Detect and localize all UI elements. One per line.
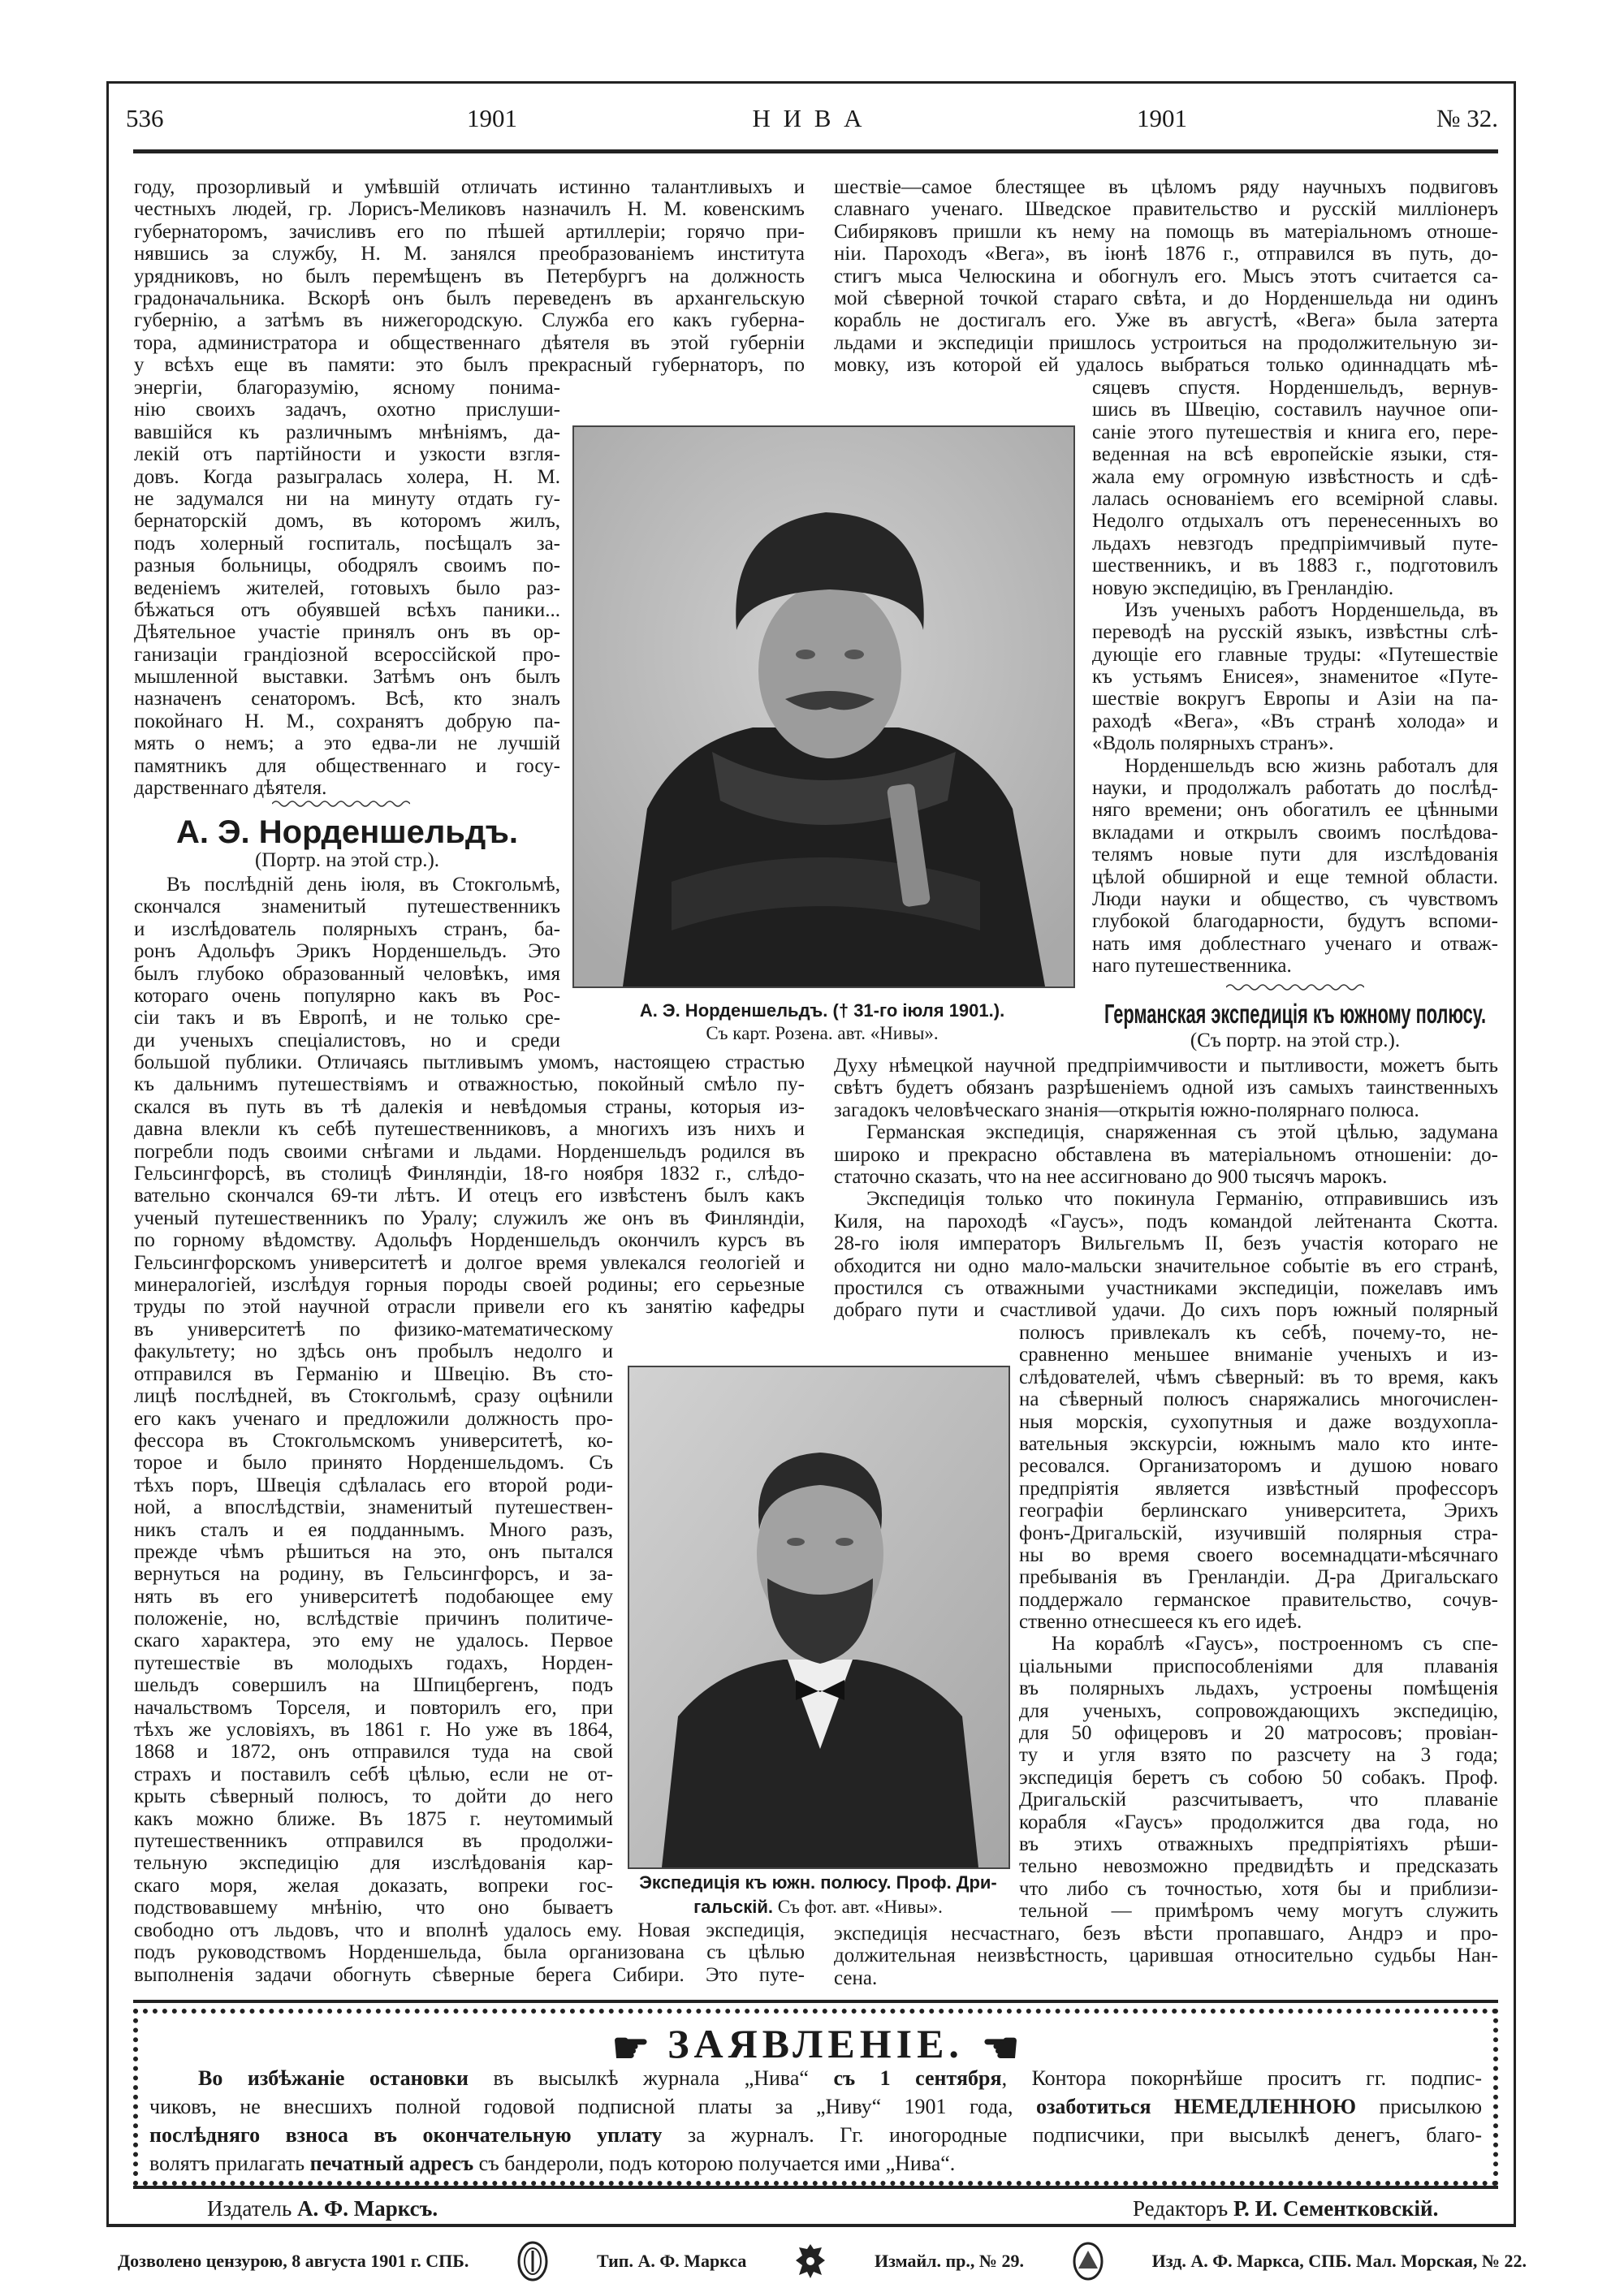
text-line: шельдъ совершилъ на Шпицбергенъ, подъ	[134, 1674, 613, 1697]
text-line: На кораблѣ «Гаусъ», построенномъ съ спе-	[1052, 1633, 1498, 1656]
text-line: раходѣ «Вега», «Въ странѣ холода» и	[1092, 710, 1498, 732]
text-line: предпріятія является извѣстный профессоръ	[1019, 1477, 1498, 1500]
text-line: саніе этого путешествія и книга его, пере-	[1092, 421, 1498, 443]
imprint-footer	[118, 2241, 1527, 2282]
text-line: фонъ-Дригальскій, изучившій полярныя стра-	[1019, 1522, 1498, 1544]
text-line: «Вдоль полярныхъ странъ».	[1092, 732, 1334, 755]
publisher-label: Издатель	[207, 2196, 298, 2221]
text-line: Норденшельдъ всю жизнь работалъ для	[1125, 754, 1498, 777]
text-line: статочно сказать, что на нее ассигновано до 900 тысячъ марокъ.	[834, 1165, 1388, 1188]
text-line: Духу нѣмецкой научной предпріимчивости и пытливости, можетъ быть	[834, 1055, 1498, 1077]
text-line: тельно невозможно предвидѣть и предсказать	[1019, 1855, 1498, 1878]
text-line: ціальными приспособленіями для плаванія	[1019, 1655, 1498, 1677]
notice-emphasis: послѣдняго взноса въ окончательную уплату	[149, 2123, 663, 2147]
nordenskiold-subtitle: (Портр. на этой стр.).	[254, 849, 440, 871]
notice-text: за журналъ. Гг. иногородные подписчики, при высылкѣ денегъ, благо-	[662, 2123, 1482, 2147]
text-line: ресовался. Организаторомъ и душою новаго	[1019, 1455, 1498, 1478]
right-top-text	[834, 176, 1498, 377]
text-line: шествіе—самое блестящее въ цѣломъ ряду научныхъ подвиговъ	[834, 176, 1498, 198]
text-line: бѣжаться отъ обуявшей всѣхъ паники...	[134, 598, 560, 621]
text-line: нять въ его университетѣ подобающее ему	[134, 1585, 613, 1608]
text-line: назначенъ сенаторомъ. Всѣ, кто зналъ	[134, 688, 560, 710]
notice-top-rule	[133, 2000, 1498, 2003]
wavy-divider	[272, 797, 410, 810]
subscription-notice	[133, 2009, 1498, 2186]
text-line: губернію, а затѣмъ въ нижегородскую. Служба его какъ губерна-	[134, 309, 805, 332]
text-line: давна влекли къ себѣ путешественниковъ, а многихъ изъ нихъ и	[134, 1118, 805, 1141]
text-line: льдами и экспедиціи пришлось устроиться на продолжительную зи-	[834, 331, 1498, 354]
text-line: большой публики. Отличаясь пытливымъ умомъ, настоящею страстью	[134, 1051, 805, 1073]
text-line: телямъ новые пути для изслѣдованія	[1092, 844, 1498, 866]
text-line: былъ глубоко образованный человѣкъ, имя	[134, 962, 560, 985]
publisher-name: А. Ф. Марксъ.	[297, 2196, 438, 2221]
censorship-note: Дозволено цензурою, 8 августа 1901 г. СПБ.	[118, 2251, 469, 2271]
text-line: и изслѣдователь полярныхъ странъ, ба-	[134, 917, 560, 940]
text-line: въ университетѣ по физико-математическому	[134, 1319, 613, 1340]
text-line: градоначальника. Вскорѣ онъ былъ переведенъ въ архангельскую	[134, 287, 805, 309]
text-line: 1868 и 1872, онъ отправился туда на свой	[134, 1741, 613, 1763]
text-line: подъ руководствомъ Норденшельда, была организована съ цѣлью	[134, 1941, 805, 1964]
text-line: у всѣхъ еще въ памяти: это былъ прекрасный губернаторъ, по	[134, 354, 805, 377]
text-line: для 50 офицеровъ и 20 матросовъ; провіан-	[1019, 1722, 1498, 1745]
text-line: Дѣятельное участіе принялъ онъ въ ор-	[134, 621, 560, 644]
text-line: торое и было принято Норденшельдомъ. Съ	[134, 1452, 613, 1474]
text-line: свѣтъ будетъ обязанъ разрѣшеніемъ одной изъ самыхъ таинственныхъ	[834, 1077, 1498, 1099]
text-line: ганизаціи грандіозной всероссійской про-	[134, 643, 560, 666]
nordenskiold-caption-title	[572, 999, 1072, 1022]
text-line: Въ послѣдній день іюля, въ Стокгольмѣ,	[166, 874, 560, 896]
german-expedition-subtitle: (Съ портр. на этой стр.).	[1190, 1030, 1401, 1051]
notice-emphasis: Во избѣжаніе остановки	[198, 2066, 469, 2090]
text-line: году, прозорливый и умѣвшій отличать истинно талантливыхъ и	[134, 176, 805, 198]
text-line: выполненія задачи обогнуть сѣверные берега Сибири. Это путе-	[134, 1963, 805, 1986]
text-line: страхъ и поставилъ себѣ цѣлью, если не от-	[134, 1763, 613, 1785]
text-line: что либо съ точностью, хотя бы и приблизи-	[1019, 1877, 1498, 1900]
notice-text: въ высылкѣ журнала „Нива“	[468, 2066, 834, 2090]
text-line: Гельсингфорсѣ, въ столицѣ Финляндіи, 18-го ноября 1832 г., слѣдо-	[134, 1162, 805, 1185]
caption-line1-text: Экспедиція къ южн. полюсу. Проф. Дри-	[639, 1872, 997, 1893]
text-line: добраго пути и счастливой удачи. До сихъ поръ южный полярный	[834, 1299, 1498, 1322]
text-line: мышленной выставки. Затѣмъ онъ былъ	[134, 666, 560, 689]
text-line: факультету; но здѣсь онъ пробылъ недолго и	[134, 1340, 613, 1363]
text-line: скаго моря, желая доказать, вопреки гос-	[134, 1874, 613, 1897]
text-line: экспедиція беретъ съ собою 50 собакъ. Проф.	[1019, 1766, 1498, 1789]
text-line: сена.	[834, 1966, 878, 1989]
text-line: его какъ ученаго и предложили должность про-	[134, 1407, 613, 1430]
text-line: Недолго отдыхалъ отъ перенесенныхъ во	[1092, 510, 1498, 533]
text-line: нявшись за службу, Н. М. занялся преобразованіемъ института	[134, 243, 805, 265]
text-line: широко и прекрасно обставлена въ матеріальномъ отношеніи: до-	[834, 1143, 1498, 1166]
text-line: переводѣ на русскій языкъ, извѣстны слѣ-	[1092, 621, 1498, 644]
text-line: лалась основаніемъ его всемірной славы.	[1092, 487, 1498, 510]
text-line: отправился въ Германію и Швецію. Въ сто-	[134, 1362, 613, 1385]
text-line: честныхъ людей, гр. Лорисъ-Меликовъ назначилъ Н. М. ковенскимъ	[134, 198, 805, 221]
nordenskiold-text-3	[134, 1319, 613, 1919]
text-line: славнаго ученаго. Шведское правительство и русскій милліонеръ	[834, 198, 1498, 221]
text-line: ту и угля взято по разсчету на 3 года;	[1019, 1744, 1498, 1767]
text-line: корабля «Гаусъ» продолжится два года, но	[1019, 1811, 1498, 1833]
text-line: въ этихъ отважныхъ предпріятіяхъ рѣши-	[1019, 1833, 1498, 1855]
text-line: ственно отнесшееся къ его идеѣ.	[1019, 1611, 1302, 1634]
text-line: ученый путешественникъ по Уралу; служилъ же онъ въ Финляндіи,	[134, 1207, 805, 1229]
left-side-text	[134, 377, 560, 799]
text-line: свободно отъ льдовъ, что и вполнѣ удалось ему. Новая экспедиція,	[134, 1919, 805, 1941]
notice-text: волятъ прилагать	[149, 2152, 310, 2175]
notice-text: чиковъ, не внесшихъ полной годовой подписной платы за „Ниву“ 1901 года,	[149, 2095, 1036, 2118]
text-line: шись въ Швецію, составилъ научное опи-	[1092, 399, 1498, 421]
text-line: не задумался ни на минуту отдать гу-	[134, 487, 560, 510]
text-line: покойнаго Н. М., сохранятъ добрую па-	[134, 710, 560, 732]
header-year-left: 1901	[467, 104, 517, 132]
text-line: сіи такъ и въ Европѣ, и не только сре-	[134, 1007, 560, 1030]
text-line: пребыванія въ Гренландіи. Д-ра Дригальскаго	[1019, 1566, 1498, 1589]
text-line: поддержало германское правительство, сочув-	[1019, 1588, 1498, 1611]
text-line: бернаторскій домъ, въ которомъ жилъ,	[134, 510, 560, 533]
text-line: шествіе вокругъ Европы и Азіи на па-	[1092, 688, 1498, 710]
notice-text: съ бандероли, подъ которою получается ими „Нива“.	[473, 2152, 956, 2175]
text-line: лекій отъ партійности и узкости взгля-	[134, 443, 560, 466]
text-line: обходится ни одно мало-мальски значительное событіе въ его странѣ,	[834, 1254, 1498, 1277]
printer-emblem-icon	[516, 2241, 549, 2282]
text-line: сравненно меньшее вниманіе ученыхъ и из-	[1019, 1344, 1498, 1366]
text-line: веденная на всѣ европейскіе языки, стя-	[1092, 443, 1498, 466]
text-line: тѣхъ же условіяхъ, въ 1861 г. Но уже въ 1864,	[134, 1719, 613, 1742]
text-line: подъ холерный госпиталь, посѣщалъ за-	[134, 532, 560, 555]
text-line: подствовавшему мнѣнію, что оно бываетъ	[134, 1897, 613, 1919]
text-line: науки, и продолжалъ работать до послѣд-	[1092, 777, 1498, 800]
text-line: полюсъ привлекалъ къ себѣ, почему-то, не-	[1019, 1322, 1498, 1344]
text-line: дарственнаго дѣятеля.	[134, 777, 327, 800]
text-line: въ полярныхъ льдахъ, устроены помѣщенія	[1019, 1677, 1498, 1700]
text-line: къ устьямъ Енисея», знаменитое «Путе-	[1092, 666, 1498, 689]
double-eagle-icon	[794, 2241, 827, 2282]
text-line: минералогіей, изслѣдуя горныя породы своей родины; его серьезные	[134, 1273, 805, 1296]
caption-line2-credit: Съ фот. авт. «Нивы».	[772, 1897, 943, 1917]
text-line: погребли подъ своими снѣгами и льдами. Норденшельдъ родился въ	[134, 1140, 805, 1163]
editor-name: Р. И. Сементковскій.	[1233, 2196, 1439, 2221]
notice-text: присылкою	[1356, 2095, 1482, 2118]
text-line: скаго характера, это ему не удалось. Первое	[134, 1630, 613, 1652]
text-line: Гельсингфорскомъ университетѣ и долгое время увлекался геологіей и	[134, 1251, 805, 1274]
text-line: дующіе его главные труды: «Путешествіе	[1092, 643, 1498, 666]
text-line: скончался знаменитый путешественникъ	[134, 896, 560, 918]
text-line: 28-го іюля императоръ Вильгельмъ II, безъ участія котораго не	[834, 1232, 1498, 1255]
nordenskiold-heading: А. Э. Норденшельдъ.	[175, 814, 519, 850]
nordenskiold-text-1	[134, 874, 560, 1051]
text-line: глубокой благодарности, будутъ вспоми-	[1092, 910, 1498, 933]
issue-number: № 32.	[1436, 104, 1498, 132]
text-line: вательно скончался 69-ти лѣтъ. И отецъ его извѣстенъ былъ какъ	[134, 1185, 805, 1207]
caption-title-text: А. Э. Норденшельдъ. († 31-го іюля 1901.).	[639, 1000, 1005, 1021]
caption-line2-bold: гальскій.	[693, 1897, 773, 1917]
text-line: цѣлой обширной и еще темной области.	[1092, 866, 1498, 888]
text-line: тѣхъ поръ, Швеція сдѣлалась его второй роди-	[134, 1474, 613, 1496]
notice-line	[149, 2149, 1482, 2178]
text-line: веденіемъ жителей, готовыхъ было раз-	[134, 576, 560, 599]
text-line: лицѣ послѣдней, въ Стокгольмѣ, сразу оцѣнили	[134, 1385, 613, 1408]
text-line: энергіи, благоразумію, ясному понима-	[134, 377, 560, 399]
text-line: загадокъ человѣческаго знанія—открытія южно-полярнаго полюса.	[834, 1099, 1419, 1121]
text-line: няго времени; онъ обогатилъ ее цѣнными	[1092, 799, 1498, 822]
text-line: для ученыхъ, сопровождающихъ экспедицію,	[1019, 1699, 1498, 1722]
notice-line	[149, 2121, 1482, 2150]
drygalski-caption-line1	[601, 1871, 1035, 1894]
drygalski-portrait	[628, 1366, 1010, 1869]
text-line: памятникъ для общественнаго и госу-	[134, 754, 560, 777]
notice-emphasis: озаботиться НЕМЕДЛЕННОЮ	[1035, 2095, 1357, 2118]
text-line: ди ученыхъ спеціалистовъ, но и среди	[134, 1029, 560, 1051]
text-line: ніи. Пароходъ «Вега», въ іюнѣ 1876 г., отправился въ путь, до-	[834, 243, 1498, 265]
text-line: простился съ отважными участниками экспедиціи, пожелавъ имъ	[834, 1276, 1498, 1299]
header-rule	[133, 149, 1498, 153]
text-line: довъ. Когда разыгралась холера, Н. М.	[134, 465, 560, 488]
text-line: урядниковъ, но былъ перемѣщенъ въ Петербургъ на должность	[134, 265, 805, 287]
text-line: прежде чѣмъ рѣшиться на это, онъ пытался	[134, 1540, 613, 1563]
text-line: ны во время своего восемнадцати-мѣсячнаго	[1019, 1543, 1498, 1566]
text-line: географіи берлинскаго университета, Эрихъ	[1019, 1500, 1498, 1522]
nordenskiold-caption-credit: Съ карт. Розена. авт. «Нивы».	[706, 1023, 939, 1043]
magazine-title: Н И В А	[752, 104, 866, 132]
text-line: шественникъ, и въ 1883 г., подготовилъ	[1092, 555, 1498, 577]
publisher-emblem-icon	[1072, 2241, 1104, 2282]
text-line: ронъ Адольфъ Эрикъ Норденшельдъ. Это	[134, 940, 560, 963]
notice-line	[149, 2064, 1482, 2093]
text-line: начальствомъ Торселя, и повторилъ его, при	[134, 1696, 613, 1719]
text-line: льдахъ невзгодъ предпріимчивый путе-	[1092, 532, 1498, 555]
printer-name: Тип. А. Ф. Маркса	[596, 2251, 747, 2271]
text-line: стигъ мыса Челюскина и обогнулъ его. Мысъ этотъ считается са-	[834, 265, 1498, 287]
right-side-text	[1092, 377, 1498, 978]
notice-line	[149, 2092, 1482, 2122]
text-line: мовку, изъ которой ей удалось выбраться только одиннадцать мѣ-	[834, 354, 1498, 377]
text-line: слѣдователей, чѣмъ сѣверный: въ то время, какъ	[1019, 1366, 1498, 1388]
text-line: должительная неизвѣстность, царившая относительно судьбы Нан-	[834, 1945, 1498, 1967]
text-line: разныя больницы, ободрялъ своимъ по-	[134, 555, 560, 577]
text-line: Дригальскій разсчитываетъ, что плаваніе	[1019, 1789, 1498, 1811]
text-line: Экспедиція только что покинула Германію, отправившись изъ	[866, 1188, 1498, 1211]
text-line: нію своихъ задачъ, охотно прислуши-	[134, 399, 560, 421]
text-line: фессора въ Стокгольмскомъ университетѣ, ко-	[134, 1429, 613, 1452]
nordenskiold-text-2	[134, 1051, 805, 1319]
text-line: положеніе, но, вслѣдствіе причинъ политиче-	[134, 1608, 613, 1630]
text-line: корабль не достигалъ его. Уже въ августѣ, «Вега» была затерта	[834, 309, 1498, 332]
notice-title	[138, 2020, 1493, 2072]
notice-title-text: ЗАЯВЛЕНІЕ.	[667, 2021, 964, 2066]
text-line: по горному вѣдомству. Адольфъ Норденшельдъ окончилъ курсъ въ	[134, 1229, 805, 1252]
text-line: вкладами и открылъ своимъ послѣдова-	[1092, 821, 1498, 844]
text-line: наго путешественника.	[1092, 955, 1292, 978]
german-expedition-heading	[1092, 999, 1498, 1031]
text-line: Киля, на пароходѣ «Гаусъ», подъ командой лейтенанта Скотта.	[834, 1210, 1498, 1232]
text-line: губернаторомъ, зачисливъ его по пѣшей артиллеріи; горячо при-	[134, 220, 805, 243]
text-line: тельной — примѣромъ чему могутъ служить	[1019, 1900, 1498, 1923]
editor	[1133, 2195, 1438, 2222]
text-line: тельную экспедицію для изслѣдованія кар-	[134, 1852, 613, 1875]
text-line: экспедиція несчастнаго, безъ вѣсти пропавшаго, Андрэ и про-	[834, 1923, 1498, 1945]
text-line: какъ можно ближе. Въ 1875 г. неутомимый	[134, 1807, 613, 1830]
text-line: крыть сѣверный полюсъ, то дойти до него	[134, 1785, 613, 1808]
page-number: 536	[126, 104, 164, 132]
text-line: на сѣверный полюсъ снаряжались многочислен-	[1019, 1388, 1498, 1411]
text-line: никъ сталъ и ея подданнымъ. Много разъ,	[134, 1518, 613, 1541]
text-line: скался въ путь въ тѣ далекія и невѣдомыя страны, которыя из-	[134, 1095, 805, 1118]
german-expedition-heading-text: Германская экспедиція къ южному полюсу.	[1104, 999, 1486, 1029]
notice-emphasis: печатный адресъ	[309, 2152, 474, 2175]
text-line: новую экспедицію, въ Гренландію.	[1092, 576, 1394, 599]
text-line: Германская экспедиція, снаряженная съ этой цѣлью, задумана	[866, 1121, 1498, 1144]
text-line: сяцевъ спустя. Норденшельдъ, вернув-	[1092, 377, 1498, 399]
editor-label: Редакторъ	[1133, 2196, 1233, 2221]
text-line: ныя морскія, сухопутныя и даже воздухопла-	[1019, 1410, 1498, 1433]
text-line: Сибиряковъ пришли къ нему на помощь въ матеріальномъ отноше-	[834, 220, 1498, 243]
wavy-divider	[1226, 981, 1364, 994]
left-top-text	[134, 176, 805, 377]
text-line: къ дальнимъ путешествіямъ и отважностью, покойный смѣло пу-	[134, 1073, 805, 1096]
text-line: мять о немъ; а это едва-ли не лучшій	[134, 732, 560, 755]
drygalski-caption-line2	[601, 1896, 1035, 1919]
printer-address: Измайл. пр., № 29.	[875, 2251, 1025, 2271]
text-line: жала ему огромную извѣстность и сдѣ-	[1092, 465, 1498, 488]
text-line: Изъ ученыхъ работъ Норденшельда, въ	[1125, 598, 1498, 621]
pointing-hand-right-icon: ☛	[611, 2025, 650, 2072]
header-year-right: 1901	[1137, 104, 1187, 132]
text-line: тора, администратора и общественнаго дѣятеля въ этой губерніи	[134, 331, 805, 354]
text-line: Люди науки и общество, съ чувствомъ	[1092, 887, 1498, 910]
nordenskiold-text-4	[134, 1919, 805, 1986]
text-line: мой сѣверной точкой стараго свѣта, и до Норденшельда ни одинъ	[834, 287, 1498, 309]
text-line: вернуться на родину, въ Гельсингфорсъ, и за-	[134, 1563, 613, 1586]
german-expedition-text-3	[834, 1923, 1498, 1989]
text-line: ной, а впослѣдствіи, знаменитый путешествен-	[134, 1496, 613, 1519]
nordenskiold-portrait	[572, 425, 1075, 988]
text-line: путешествіе въ молодыхъ годахъ, Норден-	[134, 1651, 613, 1674]
notice-bottom-rule	[133, 2186, 1498, 2189]
publisher	[207, 2195, 438, 2222]
german-expedition-text-1	[834, 1055, 1498, 1322]
german-expedition-text-2	[1019, 1322, 1498, 1923]
text-line: котораго очень популярно какъ въ Рос-	[134, 984, 560, 1007]
notice-text: , Контора покорнѣйше проситъ гг. подпис-	[1001, 2066, 1482, 2090]
pointing-hand-left-icon: ☚	[981, 2025, 1020, 2072]
text-line: вавшійся къ различнымъ мнѣніямъ, да-	[134, 421, 560, 443]
text-line: вательныя экскурсіи, южнымъ мало кто инте-	[1019, 1432, 1498, 1455]
text-line: труды по этой научной отрасли привели его къ занятію кафедры	[134, 1296, 805, 1319]
text-line: путешественникъ отправился въ продолжи-	[134, 1829, 613, 1852]
notice-emphasis: съ 1 сентября	[833, 2066, 1002, 2090]
text-line: нать имя доблестнаго ученаго и отваж-	[1092, 932, 1498, 955]
publisher-address: Изд. А. Ф. Маркса, СПБ. Мал. Морская, № 22.	[1151, 2251, 1527, 2271]
